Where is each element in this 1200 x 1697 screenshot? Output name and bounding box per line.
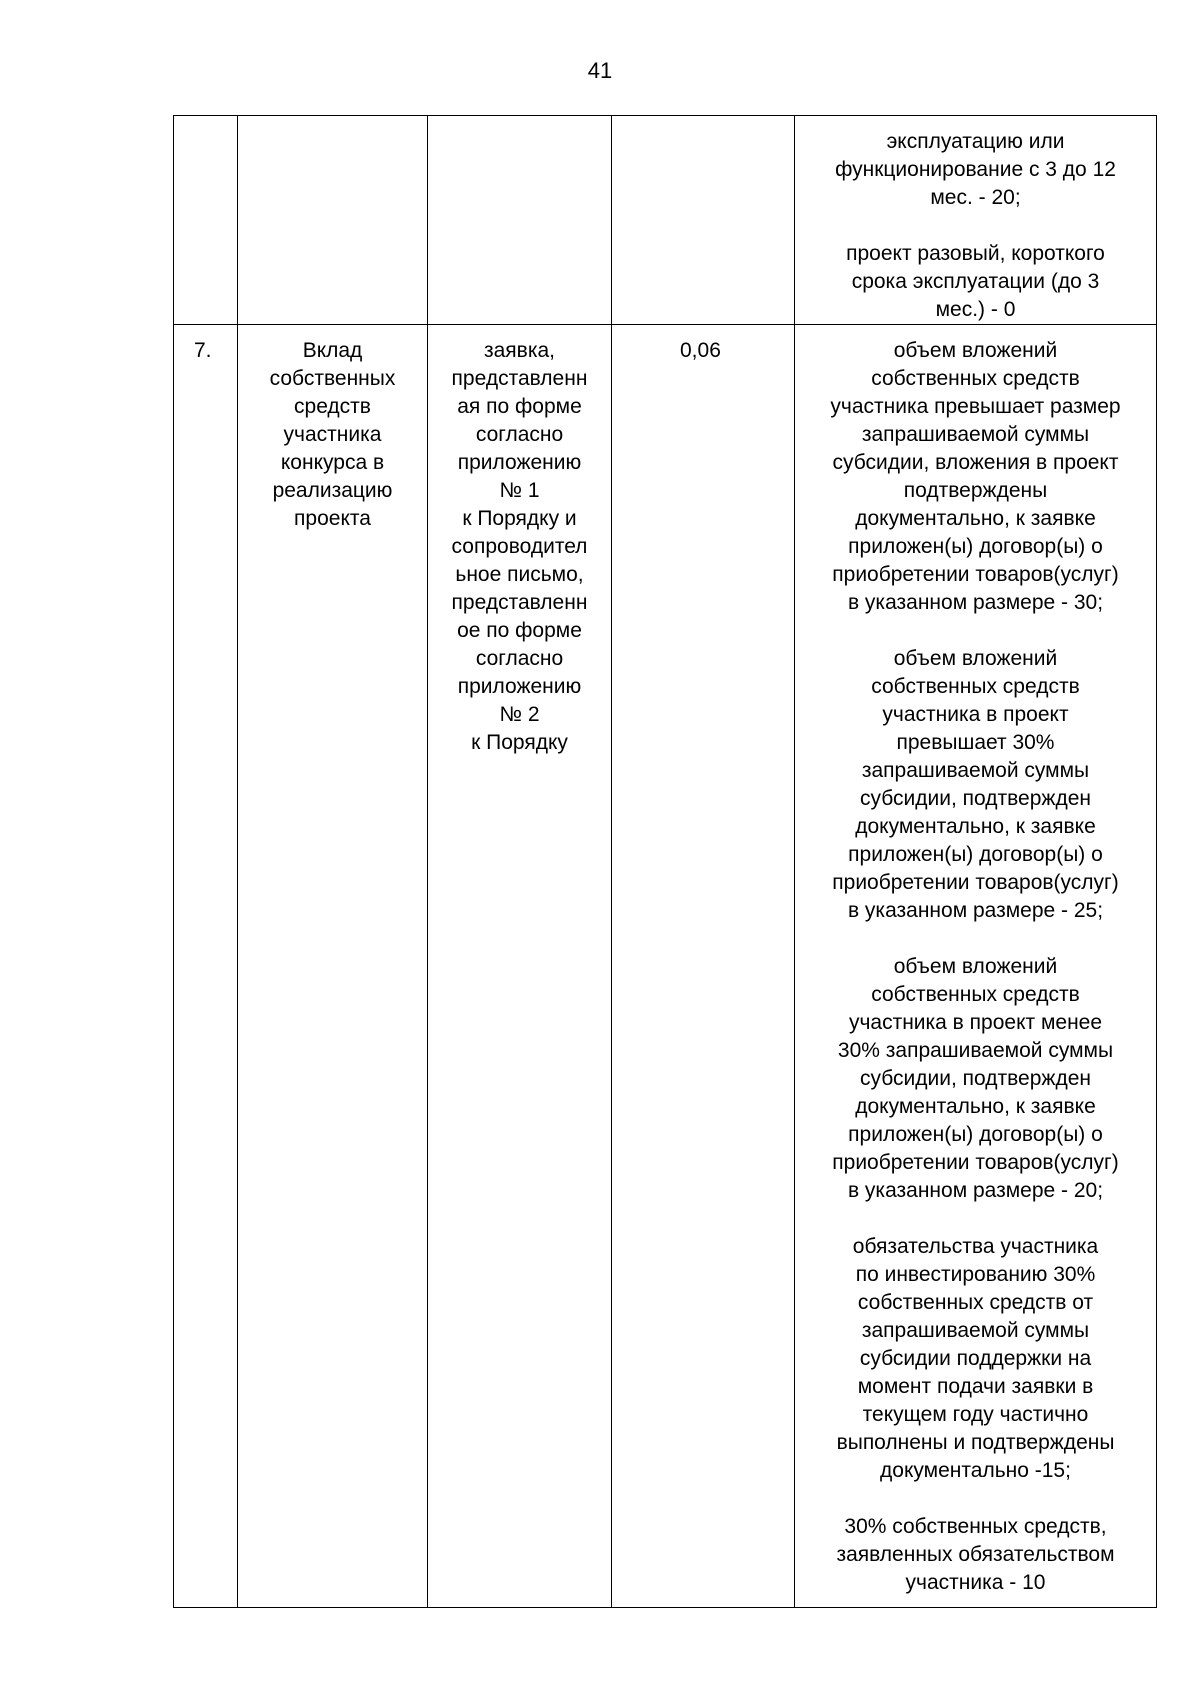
scoring-line: субсидии, подтвержден — [860, 787, 1091, 810]
documents-cell — [428, 116, 612, 325]
scoring-line: объем вложений — [893, 955, 1058, 978]
row-number-cell — [174, 325, 238, 1608]
scoring-line: в указанном размере - 20; — [847, 1179, 1104, 1202]
scoring-line: эксплуатацию или — [886, 130, 1065, 153]
documents-line: согласно — [475, 423, 564, 446]
documents-line: приложению — [457, 675, 582, 698]
scoring-line: объем вложений — [893, 647, 1058, 670]
scoring-line: документально, к заявке — [855, 507, 1096, 530]
scoring-paragraph — [799, 128, 1152, 212]
scoring-line: превышает 30% — [896, 731, 1055, 754]
row-number-line: 7. — [194, 339, 212, 362]
scoring-line: в указанном размере - 30; — [847, 591, 1104, 614]
scoring-line: по инвестированию 30% — [855, 1263, 1096, 1286]
criterion-line: Вклад — [302, 339, 363, 362]
scoring-paragraph — [799, 337, 1152, 617]
documents-cell — [428, 325, 612, 1608]
scoring-paragraph — [799, 1513, 1152, 1597]
criterion-cell — [238, 116, 428, 325]
scoring-line: запрашиваемой суммы — [861, 1319, 1090, 1342]
criteria-table-body — [174, 116, 1157, 1608]
criterion-line: собственных — [269, 367, 396, 390]
documents-line: № 2 — [499, 703, 540, 726]
scoring-line: субсидии, подтвержден — [860, 1067, 1091, 1090]
criterion-line: реализацию — [272, 479, 393, 502]
scoring-line: документально, к заявке — [855, 815, 1096, 838]
scoring-line: собственных средств — [871, 983, 1080, 1006]
scoring-line: участника - 10 — [905, 1571, 1046, 1594]
weight-cell — [612, 116, 795, 325]
documents-line: № 1 — [499, 479, 540, 502]
documents-line: к Порядку и — [462, 507, 577, 530]
criterion-cell — [238, 325, 428, 1608]
criteria-table — [173, 115, 1157, 1608]
scoring-line: текущем году частично — [862, 1403, 1089, 1426]
scoring-line: функционирование с 3 до 12 — [835, 158, 1116, 181]
scoring-line: запрашиваемой суммы — [861, 423, 1090, 446]
scoring-line: участника превышает размер — [830, 395, 1121, 418]
scoring-line: выполнены и подтверждены — [836, 1431, 1115, 1454]
scoring-line: участника в проект — [882, 703, 1069, 726]
scoring-line: субсидии поддержки на — [859, 1347, 1092, 1370]
scoring-cell — [795, 325, 1157, 1608]
scoring-line: приобретении товаров(услуг) — [832, 1151, 1119, 1174]
documents-line: ая по форме — [457, 395, 582, 418]
table-row — [174, 325, 1157, 1608]
scoring-paragraph — [799, 240, 1152, 324]
documents-line: сопроводител — [451, 535, 588, 558]
documents-line: согласно — [475, 647, 564, 670]
scoring-line: момент подачи заявки в — [857, 1375, 1094, 1398]
scoring-line: объем вложений — [893, 339, 1058, 362]
scoring-line: приложен(ы) договор(ы) о — [848, 1123, 1103, 1146]
page-number: 41 — [587, 58, 613, 83]
scoring-line: 30% запрашиваемой суммы — [837, 1039, 1114, 1062]
scoring-line: обязательства участника — [852, 1235, 1099, 1258]
documents-line: приложению — [457, 451, 582, 474]
scoring-line: мес.) - 0 — [935, 298, 1016, 321]
scoring-line: подтверждены — [903, 479, 1048, 502]
criterion-line: проекта — [294, 507, 371, 530]
documents-line: представленн — [451, 367, 588, 390]
scoring-line: документально -15; — [880, 1459, 1071, 1482]
scoring-line: заявленных обязательством — [836, 1543, 1115, 1566]
scoring-line: собственных средств от — [857, 1291, 1094, 1314]
scoring-line: приобретении товаров(услуг) — [832, 563, 1119, 586]
scoring-line: участника в проект менее — [848, 1011, 1103, 1034]
criterion-line: участника — [283, 423, 382, 446]
documents-line: к Порядку — [471, 731, 568, 754]
scoring-paragraph — [799, 953, 1152, 1205]
scoring-line: проект разовый, короткого — [846, 242, 1105, 265]
scoring-line: документально, к заявке — [855, 1095, 1096, 1118]
documents-line: ьное письмо, — [455, 563, 584, 586]
documents-line: ое по форме — [457, 619, 582, 642]
weight-cell — [612, 325, 795, 1608]
scoring-line: приобретении товаров(услуг) — [832, 871, 1119, 894]
scoring-line: приложен(ы) договор(ы) о — [848, 535, 1103, 558]
scoring-line: собственных средств — [871, 367, 1080, 390]
scoring-line: приложен(ы) договор(ы) о — [848, 843, 1103, 866]
weight-line: 0,06 — [680, 339, 721, 362]
table-row — [174, 116, 1157, 325]
criterion-line: средств — [294, 395, 371, 418]
scoring-paragraph — [799, 1233, 1152, 1485]
scoring-line: запрашиваемой суммы — [861, 759, 1090, 782]
scoring-line: собственных средств — [871, 675, 1080, 698]
documents-line: заявка, — [484, 339, 555, 362]
scoring-line: 30% собственных средств, — [844, 1515, 1107, 1538]
scoring-line: в указанном размере - 25; — [847, 899, 1104, 922]
scoring-line: мес. - 20; — [930, 186, 1021, 209]
scoring-line: субсидии, вложения в проект — [832, 451, 1119, 474]
row-number-cell — [174, 116, 238, 325]
scoring-paragraph — [799, 645, 1152, 925]
criterion-line: конкурса в — [280, 451, 385, 474]
documents-line: представленн — [451, 591, 588, 614]
scoring-cell — [795, 116, 1157, 325]
scoring-line: срока эксплуатации (до 3 — [851, 270, 1100, 293]
